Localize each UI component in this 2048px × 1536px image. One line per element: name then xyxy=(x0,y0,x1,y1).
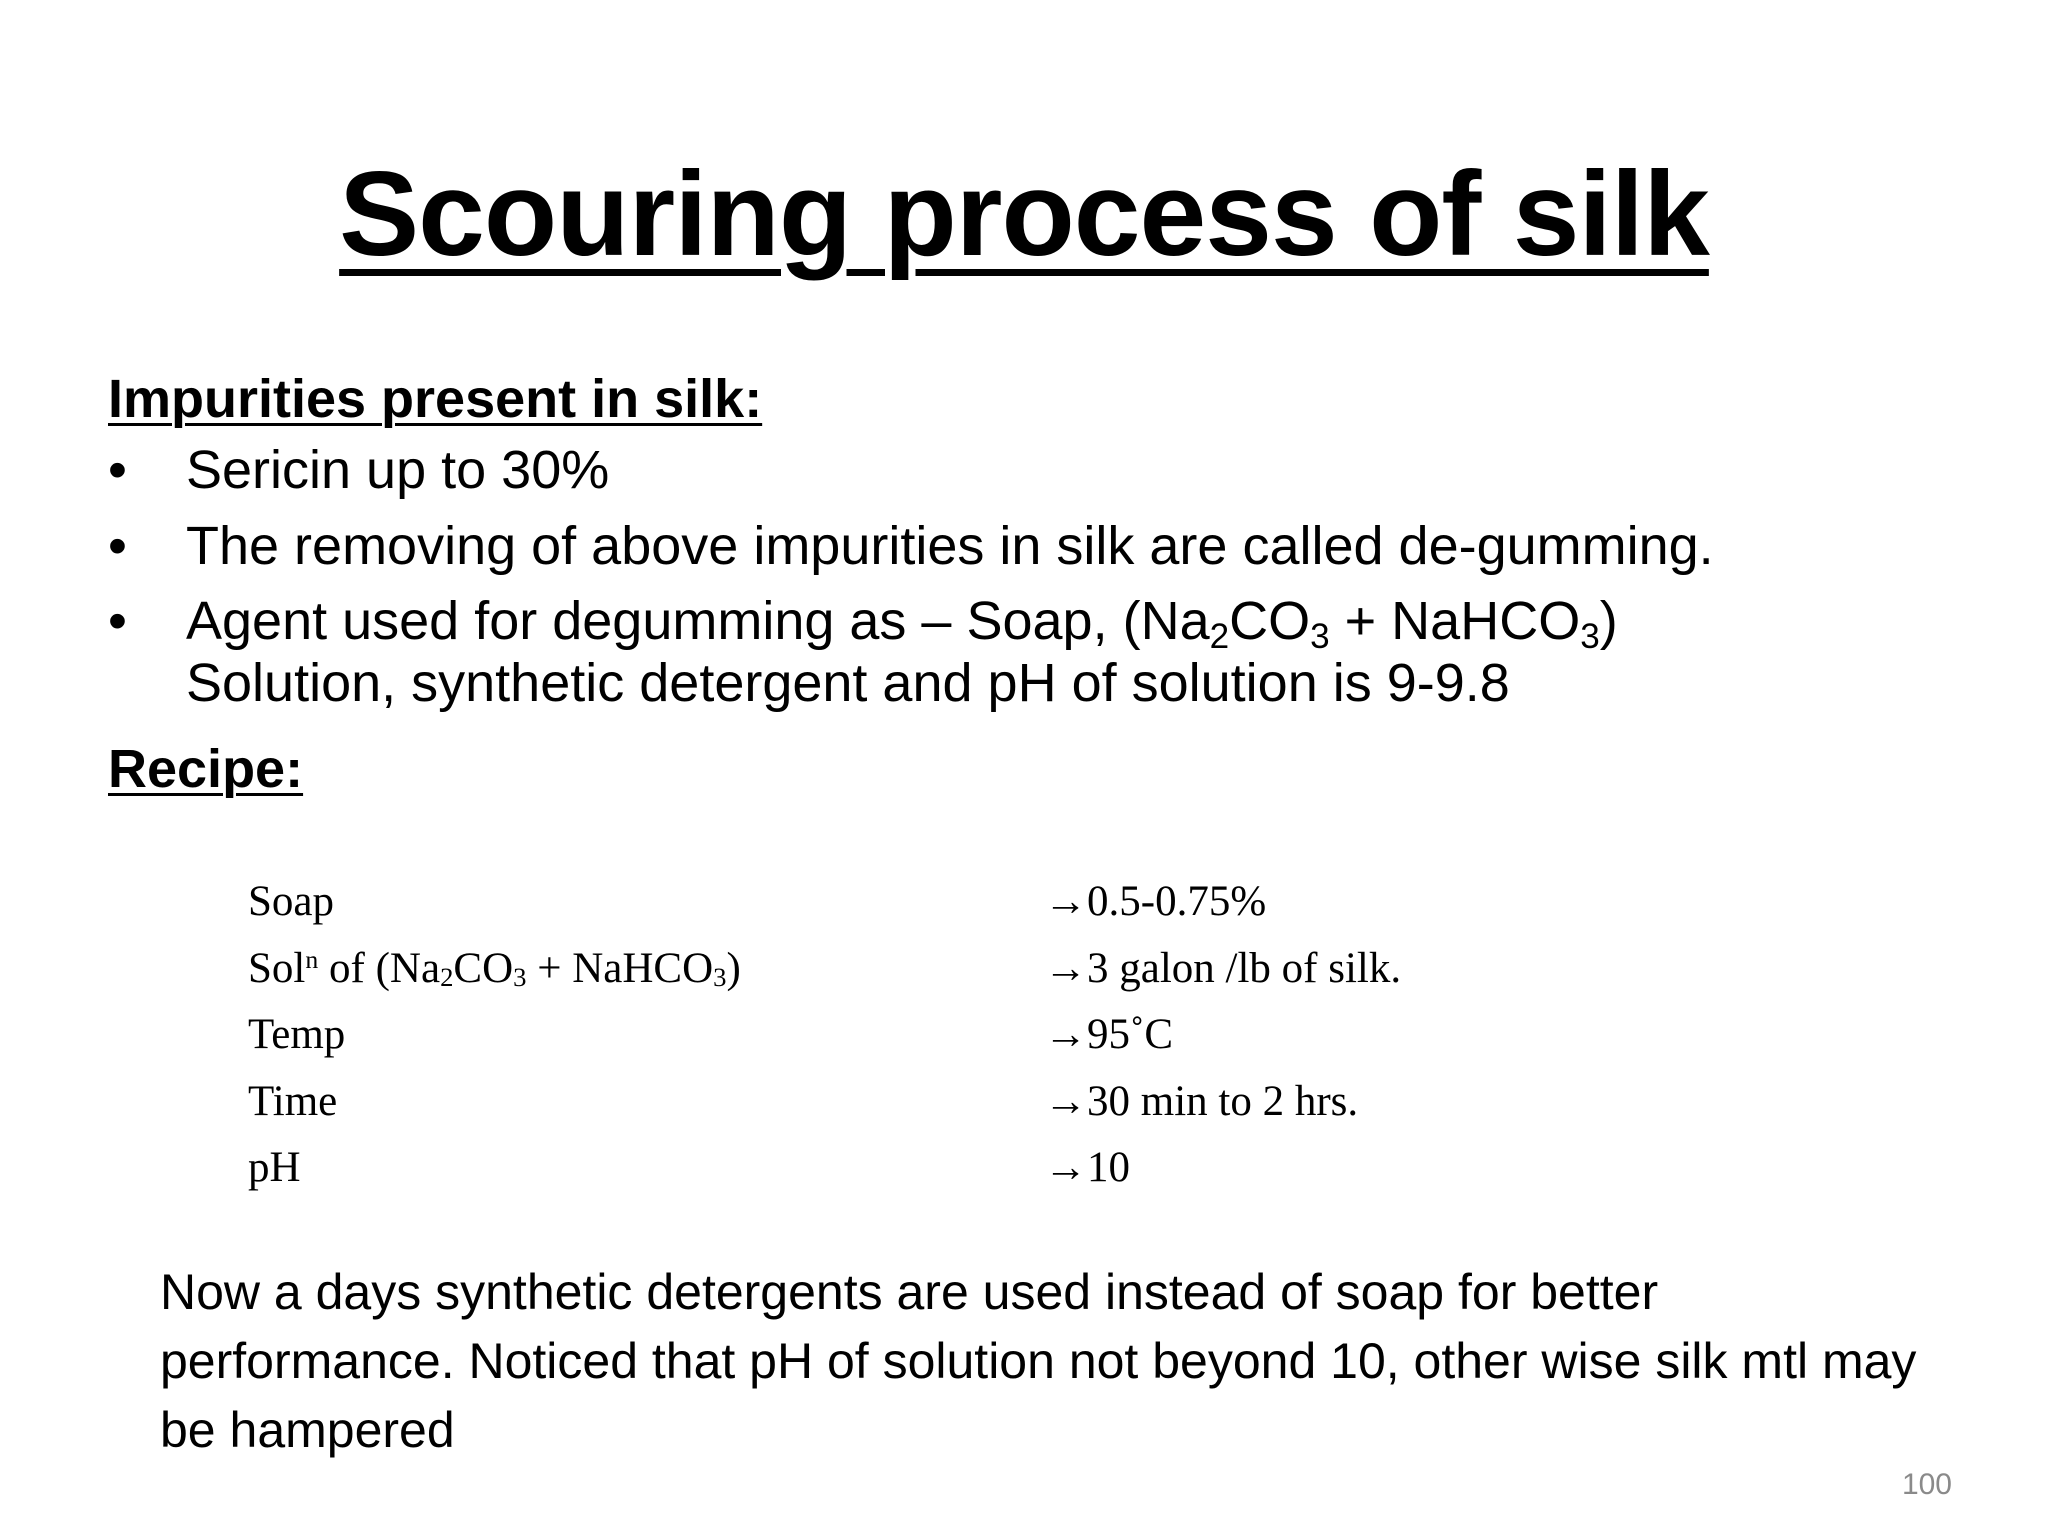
recipe-table xyxy=(248,880,1548,1213)
slide-title xyxy=(0,148,2048,280)
recipe-value: →3 galon /lb of silk. xyxy=(1044,944,1402,992)
recipe-row xyxy=(248,880,1548,947)
recipe-row xyxy=(248,1146,1548,1213)
recipe-value: →0.5-0.75% xyxy=(1044,878,1267,925)
note-paragraph: Now a days synthetic detergents are used instead of soap for better performance. Noticed that pH of solution not beyond 10, other wise silk mtl may be hampered xyxy=(160,1264,1917,1458)
impurities-heading: Impurities present in silk: xyxy=(108,369,763,429)
recipe-value: →30 min to 2 hrs. xyxy=(1044,1077,1359,1125)
slide-title-text: Scouring process of silk xyxy=(339,147,1709,281)
recipe-label: Temp xyxy=(248,1011,346,1058)
bullet-icon: • xyxy=(108,591,127,652)
recipe-label: Sol$^n$ of ($Na_2CO_3$ + NaHCO$_3$) xyxy=(248,944,741,992)
bullet-icon: • xyxy=(108,440,127,500)
bullet-item-sericin xyxy=(108,440,1928,502)
recipe-heading: Recipe: xyxy=(108,739,304,799)
bullet-text: Agent used for degumming as – Soap, ($Na_2CO_3$ + NaHCO$_3$) Solution, synthetic detergent and pH of solution is 9-9.8 xyxy=(186,591,1618,713)
bullet-text: Sericin up to 30% xyxy=(186,440,610,500)
bullet-item-degumming xyxy=(108,516,1928,578)
recipe-label: pH xyxy=(248,1144,301,1191)
page-number: 100 xyxy=(1901,1468,1952,1501)
bullet-item-agent xyxy=(108,591,1928,714)
bullet-text: The removing of above impurities in silk are called de-gumming. xyxy=(186,515,1714,576)
recipe-row xyxy=(248,944,1548,1014)
recipe-row xyxy=(248,1013,1548,1080)
recipe-label: Soap xyxy=(248,878,334,925)
recipe-label: Time xyxy=(248,1077,338,1125)
bullet-icon: • xyxy=(108,515,127,576)
bullet-list xyxy=(108,440,1928,728)
recipe-row xyxy=(248,1077,1548,1147)
recipe-value: →10 xyxy=(1044,1144,1130,1191)
recipe-value: →95˚C xyxy=(1044,1011,1173,1058)
